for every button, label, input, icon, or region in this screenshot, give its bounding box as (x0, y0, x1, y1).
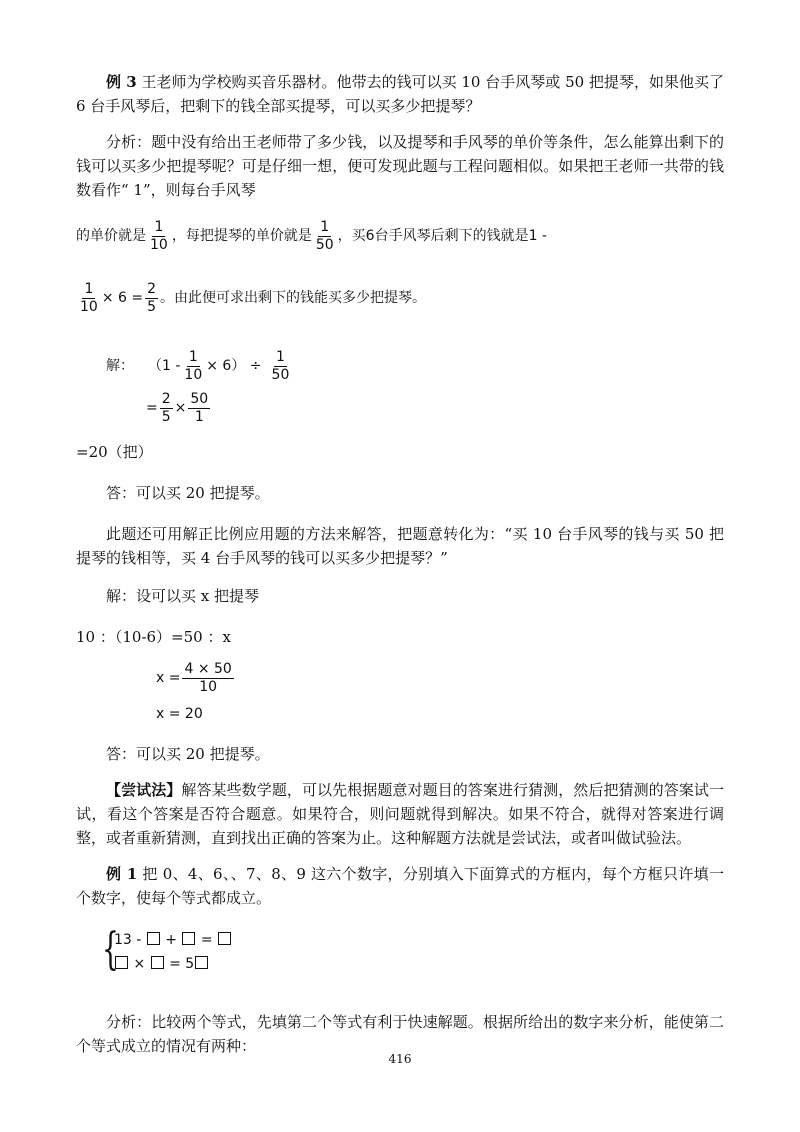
equation-1-start: 13 - (114, 932, 142, 948)
x-equals: x = (156, 670, 181, 686)
proportion-equation: 10 ：（10-6）=50 ：x (76, 628, 231, 646)
answer-1: 答：可以买 20 把提琴。 (106, 484, 270, 502)
alternative-method-paragraph: 此题还可用解正比例应用题的方法来解答，把题意转化为：“买 10 台手风琴的钱与买 50 把提琴的钱相等，买 4 台手风琴的钱可以买多少把提琴？” (76, 525, 724, 567)
fraction-x: $\frac{4 \times 50}{10}$ (184, 660, 232, 695)
brace-glyph: { (102, 924, 119, 975)
fraction-one-fiftieth: $\frac{1}{50}$ (271, 348, 290, 383)
example-1-label: 例 1 (106, 865, 138, 883)
unit-price-line (76, 216, 724, 256)
blank-box (218, 932, 231, 945)
fraction-one-tenth: $\frac{1}{10}$ (150, 218, 168, 253)
example-3-paragraph (76, 70, 724, 118)
solution-equals: = (146, 400, 158, 416)
x-fraction-equation (156, 658, 800, 698)
blank-box (182, 932, 195, 945)
solution-label: 解： (106, 358, 134, 374)
solution-open: （1 - (148, 358, 181, 374)
example-3-text: 王老师为学校购买音乐器材。他带去的钱可以买 10 台手风琴或 50 把提琴，如果他买了 6 台手风琴后，把剩下的钱全部买提琴，可以买多少把提琴？ (76, 73, 724, 115)
example-3-label: 例 3 (106, 73, 137, 91)
trial-method-label: 【尝试法】 (106, 781, 182, 799)
fraction-fifty-over-one: $\frac{50}{1}$ (190, 390, 209, 425)
fraction-one-fiftieth: $\frac{1}{50}$ (315, 218, 334, 253)
plus-sign: + (165, 932, 177, 948)
times-sign: × (133, 956, 146, 972)
blank-box (147, 932, 160, 945)
x-result: x = 20 (156, 706, 203, 722)
unit-price-text-c: ，买6台手风琴后剩下的钱就是1 - (337, 228, 547, 244)
analysis-paragraph: 分析：题中没有给出王老师带了多少钱，以及提琴和手风琴的单价等条件，怎么能算出剩下的钱可以买多少把提琴呢？可是仔细一想，便可发现此题与工程问题相似。如果把王老师一共带的钱数看作“ 1”，则每台手风琴 (76, 133, 724, 199)
solution-1-line-2 (146, 388, 794, 428)
analysis-2-paragraph: 分析：比较两个等式，先填第二个等式有利于快速解题。根据所给出的数字来分析，能使第二个等式成立的情况有两种： (76, 1013, 724, 1055)
equals-sign: = (200, 932, 213, 948)
solution-1-line-1 (106, 346, 754, 386)
fraction-one-tenth: $\frac{1}{10}$ (80, 280, 98, 315)
equation-2 (114, 952, 762, 976)
unit-price-text-a: 的单价就是 (76, 228, 146, 244)
answer-2: 答：可以买 20 把提琴。 (106, 745, 270, 763)
remaining-line (76, 278, 724, 318)
solution-times: × (174, 400, 187, 416)
solution-1-result: =20（把） (76, 443, 153, 461)
remaining-text: 。由此便可求出剩下的钱能买多少把提琴。 (160, 290, 427, 306)
trial-method-paragraph (76, 778, 724, 850)
equals-five: = 5 (169, 956, 195, 972)
fraction-two-fifths: $\frac{2}{5}$ (161, 390, 171, 425)
example-1-paragraph (76, 862, 724, 910)
page-number: 416 (388, 1052, 412, 1066)
fraction-one-tenth: $\frac{1}{10}$ (184, 348, 203, 383)
remaining-times: × 6 = (101, 290, 144, 306)
fraction-two-fifths: $\frac{2}{5}$ (147, 280, 157, 315)
trial-method-text: 解答某些数学题，可以先根据题意对题目的答案进行猜测，然后把猜测的答案试一试，看这个答案是否符合题意。如果符合，则问题就得到解决。如果不符合，就得对答案进行调整，或者重新猜测，直到找出正确的答案为止。这种解题方法就是尝试法，或者叫做试验法。 (76, 781, 724, 847)
solution-mid: × 6） ÷ (206, 358, 262, 374)
blank-box (151, 956, 164, 969)
blank-box (195, 956, 208, 969)
solution-2-setup: 解：设可以买 x 把提琴 (106, 587, 259, 605)
blank-box (115, 956, 128, 969)
equation-1 (114, 928, 762, 952)
example-1-text: 把 0、4、6、、7、8、9 这六个数字，分别填入下面算式的方框内，每个方框只许填一个数字，使每个等式都成立。 (76, 865, 724, 907)
unit-price-text-b: ，每把提琴的单价就是 (171, 228, 312, 244)
